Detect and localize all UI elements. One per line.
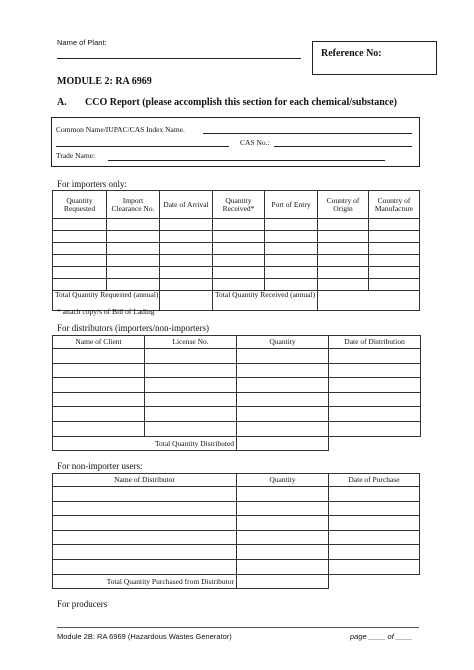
table-cell[interactable] xyxy=(145,421,237,436)
common-name-field-cont[interactable] xyxy=(56,146,229,147)
table-cell[interactable] xyxy=(329,516,420,531)
reference-box[interactable] xyxy=(312,41,437,75)
table-cell[interactable] xyxy=(53,349,145,364)
col-import-clearance-no: Import Clearance No. xyxy=(107,191,160,219)
non-importers-heading: For non-importer users: xyxy=(57,461,143,471)
table-cell[interactable] xyxy=(107,243,160,255)
table-cell[interactable] xyxy=(53,255,107,267)
distributors-table xyxy=(52,335,421,451)
table-cell[interactable] xyxy=(237,349,329,364)
table-cell[interactable] xyxy=(265,267,318,279)
importers-table-row xyxy=(53,231,420,243)
table-cell[interactable] xyxy=(145,363,237,378)
table-cell[interactable] xyxy=(329,392,421,407)
table-cell[interactable] xyxy=(369,279,420,291)
col-country-of-origin: Country of Origin xyxy=(318,191,369,219)
importers-table xyxy=(52,190,420,311)
table-cell[interactable] xyxy=(329,501,420,516)
table-cell[interactable] xyxy=(107,267,160,279)
importers-header-row xyxy=(53,191,420,219)
table-cell[interactable] xyxy=(369,219,420,231)
non-importers-total-row xyxy=(53,574,420,588)
table-cell[interactable] xyxy=(369,255,420,267)
common-name-label: Common Name/IUPAC/CAS Index Name. xyxy=(56,125,185,134)
table-cell[interactable] xyxy=(237,421,329,436)
non-importers-header-row xyxy=(53,474,420,487)
total-purchased-value[interactable] xyxy=(237,574,329,588)
table-cell[interactable] xyxy=(318,231,369,243)
importers-table-row xyxy=(53,219,420,231)
chemical-info-box xyxy=(51,117,420,167)
table-cell[interactable] xyxy=(53,243,107,255)
total-requested-label: Total Quantity Requested (annual) xyxy=(53,291,160,311)
table-cell[interactable] xyxy=(160,219,213,231)
table-cell[interactable] xyxy=(265,255,318,267)
table-cell[interactable] xyxy=(237,501,329,516)
table-cell[interactable] xyxy=(145,392,237,407)
table-cell[interactable] xyxy=(53,231,107,243)
non-importers-table-row xyxy=(53,559,420,574)
table-cell[interactable] xyxy=(107,231,160,243)
table-cell[interactable] xyxy=(329,487,420,502)
table-cell[interactable] xyxy=(53,363,145,378)
table-cell[interactable] xyxy=(53,378,145,393)
table-cell[interactable] xyxy=(265,243,318,255)
cas-field[interactable] xyxy=(274,146,412,147)
table-cell[interactable] xyxy=(213,231,265,243)
table-cell[interactable] xyxy=(213,243,265,255)
col-country-of-manufacture: Country of Manufacture xyxy=(369,191,420,219)
table-cell[interactable] xyxy=(237,487,329,502)
distributors-table-row xyxy=(53,407,421,422)
table-cell[interactable] xyxy=(318,267,369,279)
total-purchased-label: Total Quantity Purchased from Distributor xyxy=(53,574,237,588)
table-cell[interactable] xyxy=(213,255,265,267)
table-cell[interactable] xyxy=(53,219,107,231)
bill-of-lading-footnote: * attach copy/s of Bill of Lading xyxy=(57,307,155,316)
footer-module-text: Module 2B: RA 6969 (Hazardous Wastes Generator) xyxy=(57,632,232,641)
distributors-table-row xyxy=(53,392,421,407)
distributors-table-row xyxy=(53,363,421,378)
distributors-heading: For distributors (importers/non-importers) xyxy=(57,323,209,333)
table-cell[interactable] xyxy=(107,219,160,231)
col-date-of-arrival: Date of Arrival xyxy=(160,191,213,219)
footer-page-text: page ____ of ____ xyxy=(350,632,413,641)
table-cell[interactable] xyxy=(237,407,329,422)
table-cell[interactable] xyxy=(237,559,329,574)
table-cell[interactable] xyxy=(369,243,420,255)
table-cell[interactable] xyxy=(53,392,145,407)
col-name-of-client: Name of Client xyxy=(53,336,145,349)
table-cell[interactable] xyxy=(160,243,213,255)
table-cell[interactable] xyxy=(329,530,420,545)
table-cell[interactable] xyxy=(329,559,420,574)
non-importers-table-row xyxy=(53,501,420,516)
table-cell[interactable] xyxy=(265,231,318,243)
non-importers-table-row xyxy=(53,545,420,560)
table-cell[interactable] xyxy=(237,392,329,407)
producers-heading: For producers xyxy=(57,599,108,609)
module-title: MODULE 2: RA 6969 xyxy=(57,76,152,87)
table-cell[interactable] xyxy=(265,219,318,231)
importers-table-row xyxy=(53,243,420,255)
trade-name-label: Trade Name: xyxy=(56,151,96,160)
total-distributed-label: Total Quantity Distributed xyxy=(53,436,237,450)
table-cell[interactable] xyxy=(237,378,329,393)
table-cell[interactable] xyxy=(369,231,420,243)
importers-table-row xyxy=(53,279,420,291)
table-cell[interactable] xyxy=(53,487,237,502)
col-port-of-entry: Port of Entry xyxy=(265,191,318,219)
non-importers-table-row xyxy=(53,516,420,531)
table-cell[interactable] xyxy=(213,219,265,231)
section-title: CCO Report (please accomplish this section for each chemical/substance) xyxy=(85,97,398,108)
table-cell[interactable] xyxy=(213,279,265,291)
total-distributed-value[interactable] xyxy=(237,436,329,450)
table-cell[interactable] xyxy=(53,501,237,516)
section-letter: A. xyxy=(57,97,67,108)
importers-table-row xyxy=(53,267,420,279)
col-date-of-purchase: Date of Purchase xyxy=(329,474,420,487)
table-cell[interactable] xyxy=(53,421,145,436)
col-quantity: Quantity xyxy=(237,336,329,349)
distributors-table-row xyxy=(53,349,421,364)
common-name-field[interactable] xyxy=(203,133,412,134)
cas-label: CAS No.: xyxy=(240,138,270,147)
footer-divider xyxy=(57,627,419,628)
distributors-total-row xyxy=(53,436,421,450)
table-cell[interactable] xyxy=(237,516,329,531)
table-cell[interactable] xyxy=(329,363,421,378)
table-cell[interactable] xyxy=(318,219,369,231)
table-cell[interactable] xyxy=(213,267,265,279)
importers-heading: For importers only: xyxy=(57,179,127,189)
total-received-label: Total Quantity Received (annual) xyxy=(213,291,318,311)
table-cell[interactable] xyxy=(318,243,369,255)
col-quantity-received: Quantity Received* xyxy=(213,191,265,219)
table-cell[interactable] xyxy=(53,559,237,574)
col-date-of-distribution: Date of Distribution xyxy=(329,336,421,349)
table-cell[interactable] xyxy=(369,267,420,279)
distributors-header-row xyxy=(53,336,421,349)
table-cell[interactable] xyxy=(329,407,421,422)
table-cell[interactable] xyxy=(145,378,237,393)
table-cell[interactable] xyxy=(329,378,421,393)
plant-name-field[interactable] xyxy=(57,58,301,59)
total-requested-value[interactable] xyxy=(160,291,213,311)
non-importers-table-row xyxy=(53,487,420,502)
table-cell[interactable] xyxy=(160,255,213,267)
table-cell[interactable] xyxy=(265,279,318,291)
non-importers-table-row xyxy=(53,530,420,545)
table-cell[interactable] xyxy=(145,407,237,422)
table-cell[interactable] xyxy=(107,255,160,267)
table-cell[interactable] xyxy=(145,349,237,364)
trade-name-field[interactable] xyxy=(108,160,385,161)
distributors-table-row xyxy=(53,421,421,436)
table-cell[interactable] xyxy=(160,279,213,291)
table-cell[interactable] xyxy=(160,267,213,279)
table-cell[interactable] xyxy=(237,363,329,378)
table-cell[interactable] xyxy=(329,545,420,560)
table-cell[interactable] xyxy=(318,279,369,291)
non-importers-table xyxy=(52,473,420,589)
plant-name-label: Name of Plant: xyxy=(57,38,107,47)
table-cell[interactable] xyxy=(237,530,329,545)
reference-label: Reference No: xyxy=(321,48,382,59)
col-quantity: Quantity xyxy=(237,474,329,487)
importers-table-row xyxy=(53,255,420,267)
table-cell[interactable] xyxy=(53,516,237,531)
col-name-of-distributor: Name of Distributor xyxy=(53,474,237,487)
table-cell[interactable] xyxy=(53,407,145,422)
total-received-value[interactable] xyxy=(318,291,420,311)
table-cell[interactable] xyxy=(318,255,369,267)
table-cell[interactable] xyxy=(53,530,237,545)
distributors-table-row xyxy=(53,378,421,393)
col-license-no: License No. xyxy=(145,336,237,349)
table-cell[interactable] xyxy=(107,279,160,291)
table-cell[interactable] xyxy=(53,545,237,560)
table-cell[interactable] xyxy=(237,545,329,560)
table-cell[interactable] xyxy=(160,231,213,243)
table-cell[interactable] xyxy=(329,349,421,364)
table-cell[interactable] xyxy=(329,421,421,436)
col-quantity-requested: Quantity Requested xyxy=(53,191,107,219)
table-cell[interactable] xyxy=(53,279,107,291)
table-cell[interactable] xyxy=(53,267,107,279)
